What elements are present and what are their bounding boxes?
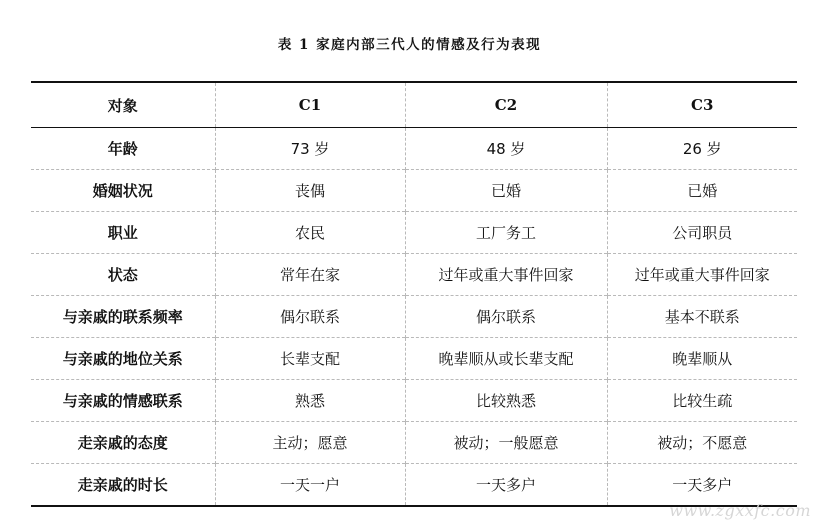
- table-row: [31, 464, 797, 507]
- cell-c2: 一天多户: [405, 464, 607, 507]
- table-row: [31, 338, 797, 380]
- row-label: 状态: [31, 254, 215, 296]
- header-subject: 对象: [31, 82, 215, 128]
- cell-c1: 73 岁: [215, 128, 405, 170]
- cell-c1: 农民: [215, 212, 405, 254]
- cell-c1: 长辈支配: [215, 338, 405, 380]
- table-row: [31, 128, 797, 170]
- cell-c2: 晚辈顺从或长辈支配: [405, 338, 607, 380]
- header-c2: C2: [405, 82, 607, 128]
- row-label: 走亲戚的时长: [31, 464, 215, 507]
- cell-c3: 晚辈顺从: [607, 338, 797, 380]
- row-label: 婚姻状况: [31, 170, 215, 212]
- table-row: [31, 212, 797, 254]
- header-c1: C1: [215, 82, 405, 128]
- cell-c2: 48 岁: [405, 128, 607, 170]
- cell-c2: 被动；一般愿意: [405, 422, 607, 464]
- cell-c3: 一天多户: [607, 464, 797, 507]
- header-c3: C3: [607, 82, 797, 128]
- row-label: 与亲戚的联系频率: [31, 296, 215, 338]
- cell-c2: 工厂务工: [405, 212, 607, 254]
- table-caption: 表 1 家庭内部三代人的情感及行为表现: [277, 37, 542, 53]
- cell-c3: 比较生疏: [607, 380, 797, 422]
- cell-c2: 比较熟悉: [405, 380, 607, 422]
- cell-c1: 常年在家: [215, 254, 405, 296]
- data-table: [31, 81, 797, 507]
- cell-c3: 被动；不愿意: [607, 422, 797, 464]
- cell-c3: 过年或重大事件回家: [607, 254, 797, 296]
- cell-c1: 丧偶: [215, 170, 405, 212]
- cell-c3: 基本不联系: [607, 296, 797, 338]
- cell-c2: 过年或重大事件回家: [405, 254, 607, 296]
- row-label: 与亲戚的情感联系: [31, 380, 215, 422]
- cell-c1: 偶尔联系: [215, 296, 405, 338]
- table-row: [31, 296, 797, 338]
- row-label: 职业: [31, 212, 215, 254]
- cell-c3: 26 岁: [607, 128, 797, 170]
- table-row: [31, 170, 797, 212]
- cell-c2: 已婚: [405, 170, 607, 212]
- table-header-row: [31, 82, 797, 128]
- row-label: 与亲戚的地位关系: [31, 338, 215, 380]
- row-label: 走亲戚的态度: [31, 422, 215, 464]
- cell-c1: 一天一户: [215, 464, 405, 507]
- row-label: 年龄: [107, 140, 138, 158]
- cell-c3: 公司职员: [607, 212, 797, 254]
- cell-c3: 已婚: [607, 170, 797, 212]
- table-row: [31, 422, 797, 464]
- table-row: [31, 380, 797, 422]
- cell-c1: 主动；愿意: [215, 422, 405, 464]
- cell-c2: 偶尔联系: [405, 296, 607, 338]
- watermark: www.zgxxfc.com: [669, 501, 811, 520]
- table-row: [31, 254, 797, 296]
- cell-c1: 熟悉: [215, 380, 405, 422]
